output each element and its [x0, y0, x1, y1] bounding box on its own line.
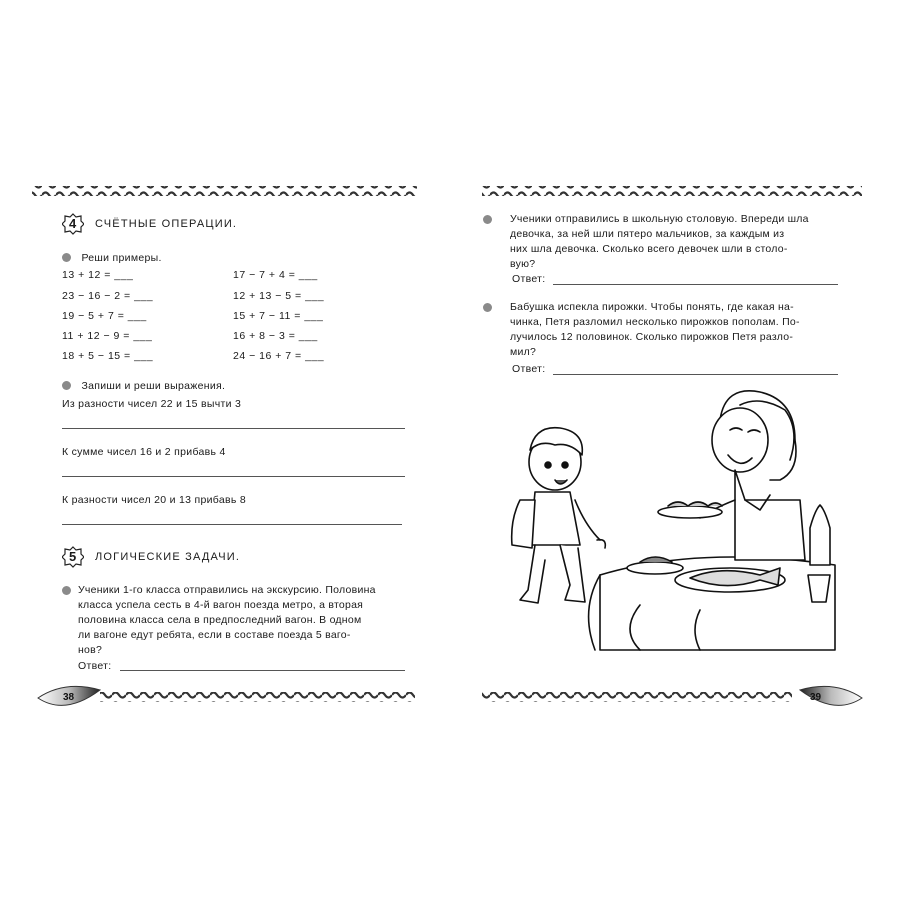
- problem-line-4: ли вагоне едут ребята, если в составе поезда 5 ваго-: [78, 629, 351, 641]
- section4-number: 4: [69, 216, 77, 231]
- task2-label: Запиши и реши выражения.: [81, 379, 226, 392]
- answer-line-right-1[interactable]: [553, 284, 838, 285]
- section5-problem: [62, 583, 412, 658]
- r-problem1-line-1: Ученики отправились в школьную столовую. Впереди шла: [510, 213, 809, 225]
- page-number-left: 38: [63, 692, 75, 703]
- expression-1: Из разности чисел 22 и 15 вычти 3: [62, 398, 242, 410]
- r-problem1-line-3: них шла девочка. Сколько всего девочек шли в столо-: [510, 243, 788, 255]
- problem-line-1: Ученики 1-го класса отправились на экскурсию. Половина: [78, 584, 376, 596]
- example-l1: 13 + 12 = ___: [62, 269, 134, 281]
- answer-line-left[interactable]: [120, 670, 405, 671]
- problem-line-2: класса успела сесть в 4-й вагон поезда метро, а вторая: [78, 599, 364, 611]
- task1-label: Реши примеры.: [81, 251, 162, 264]
- example-r1: 17 − 7 + 4 = ___: [233, 269, 318, 281]
- example-l4: 11 + 12 − 9 = ___: [62, 330, 153, 342]
- section5-number: 5: [69, 549, 77, 564]
- illustration-cafeteria: [512, 391, 835, 650]
- r-problem2-line-2: чинка, Петя разломил несколько пирожков пополам. По-: [510, 316, 800, 328]
- example-r5: 24 − 16 + 7 = ___: [233, 350, 325, 362]
- task1-row: [62, 249, 162, 267]
- problem-line-3: половина класса села в предпоследний вагон. В одном: [78, 614, 362, 626]
- top-border-left: [32, 186, 417, 196]
- page-number-right: 39: [810, 692, 822, 703]
- answer-label-right-1: Ответ:: [512, 273, 546, 285]
- bullet-icon: [62, 586, 71, 595]
- r-problem2-line-4: мил?: [510, 346, 537, 358]
- bullet-icon: [483, 303, 492, 312]
- example-l3: 19 − 5 + 7 = ___: [62, 310, 147, 322]
- expression-2-answer-line[interactable]: [62, 476, 405, 477]
- expression-3-answer-line[interactable]: [62, 524, 402, 525]
- expression-2: К сумме чисел 16 и 2 прибавь 4: [62, 446, 226, 458]
- expression-3: К разности чисел 20 и 13 прибавь 8: [62, 494, 246, 506]
- expression-1-answer-line[interactable]: [62, 428, 405, 429]
- bullet-icon: [483, 215, 492, 224]
- r-problem1-line-4: вую?: [510, 258, 536, 270]
- example-l2: 23 − 16 − 2 = ___: [62, 290, 154, 302]
- bottom-border-right: [482, 692, 792, 702]
- task2-row: [62, 377, 225, 395]
- right-problem-1: [483, 212, 853, 272]
- r-problem1-line-2: девочка, за ней шли пятеро мальчиков, за каждым из: [510, 228, 785, 240]
- example-r3: 15 + 7 − 11 = ___: [233, 310, 324, 322]
- top-border-right: [482, 186, 862, 196]
- answer-line-right-2[interactable]: [553, 374, 838, 375]
- bullet-icon: [62, 381, 71, 390]
- bullet-icon: [62, 253, 71, 262]
- example-r2: 12 + 13 − 5 = ___: [233, 290, 325, 302]
- right-problem-2: [483, 300, 853, 360]
- section5-title: ЛОГИЧЕСКИЕ ЗАДАЧИ.: [95, 551, 241, 563]
- answer-label-left: Ответ:: [78, 660, 112, 672]
- problem-line-5: нов?: [78, 644, 103, 656]
- r-problem2-line-3: лучилось 12 половинок. Сколько пирожков Петя разло-: [510, 331, 794, 343]
- answer-label-right-2: Ответ:: [512, 363, 546, 375]
- section4-title: СЧЁТНЫЕ ОПЕРАЦИИ.: [95, 218, 238, 230]
- example-l5: 18 + 5 − 15 = ___: [62, 350, 154, 362]
- r-problem2-line-1: Бабушка испекла пирожки. Чтобы понять, где какая на-: [510, 301, 794, 313]
- example-r4: 16 + 8 − 3 = ___: [233, 330, 318, 342]
- bottom-border-left: [100, 692, 415, 702]
